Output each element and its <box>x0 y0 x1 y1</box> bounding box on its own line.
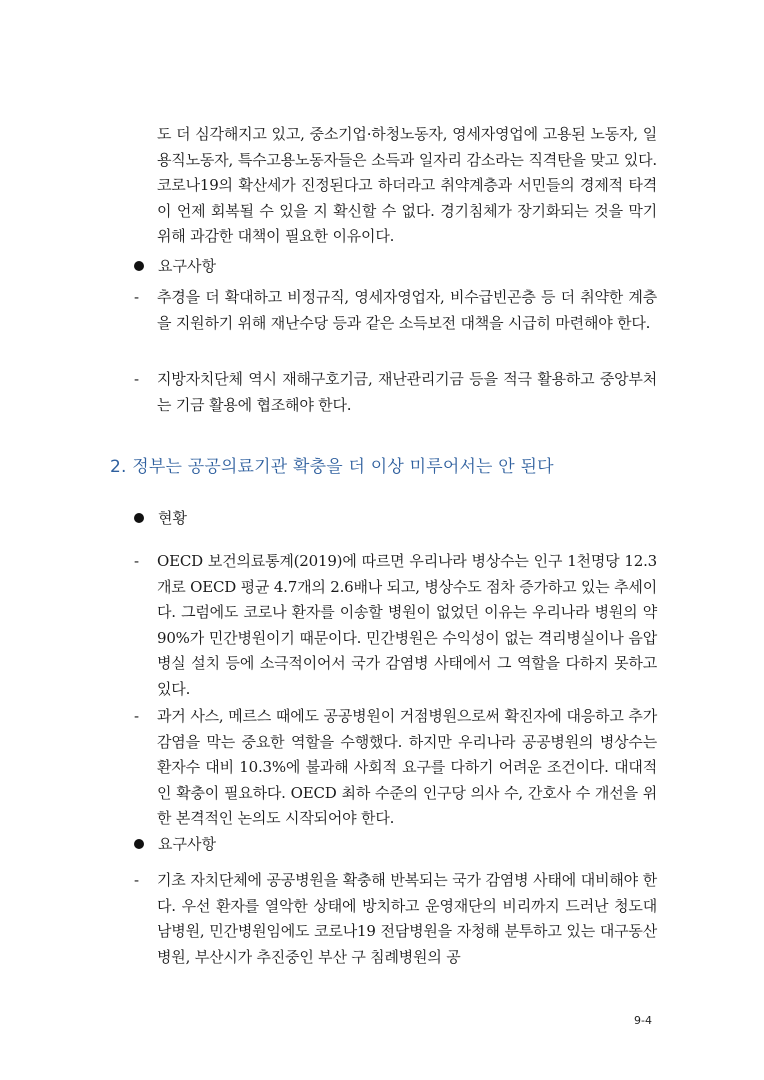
status-item <box>134 549 657 702</box>
intro-paragraph: 도 더 심각해지고 있고, 중소기업·하청노동자, 영세자영업에 고용된 노동자, 일용직노동자, 특수고용노동자들은 소득과 일자리 감소라는 직격탄을 맞고 있다. 코로나19의 확산세가 진정된다고 하더라고 취약계층과 서민들의 경제적 타격이 언제 회복될 수 있을 지 확신할 수 없다. 경기침체가 장기화되는 것을 막기 위해 과감한 대책이 필요한 이유이다. <box>157 125 657 245</box>
dash-marker: - <box>134 552 139 570</box>
requirement-text: 지방자치단체 역시 재해구호기금, 재난관리기금 등을 적극 활용하고 중앙부처는 기금 활용에 협조해야 한다. <box>157 370 657 414</box>
bullet-icon <box>134 261 144 271</box>
requirement-item <box>134 868 657 970</box>
status-text: 과거 사스, 메르스 때에도 공공병원이 거점병원으로써 확진자에 대응하고 추가 감염을 막는 중요한 역할을 수행했다. 하지만 우리나라 공공병원의 병상수는 환자수 대비 10.3%에 불과해 사회적 요구를 다하기 어려운 조건이다. 대대적인 확충이 필요하다. OECD 최하 수준의 인구당 의사 수, 간호사 수 개선을 위한 본격적인 논의도 시작되어야 한다. <box>157 707 657 827</box>
status-heading-label: 현황 <box>158 509 187 527</box>
page-number: 9-4 <box>634 1014 652 1027</box>
requirement-text: 기초 자치단체에 공공병원을 확충해 반복되는 국가 감염병 사태에 대비해야 한다. 우선 환자를 열악한 상태에 방치하고 운영재단의 비리까지 드러난 청도대남병원, 민간병원임에도 코로나19 전담병원을 자청해 분투하고 있는 대구동산병원, 부산시가 추진중인 부산 구 침례병원의 공 <box>157 871 657 966</box>
requirements-heading-2 <box>134 833 216 855</box>
requirement-text: 추경을 더 확대하고 비정규직, 영세자영업자, 비수급빈곤층 등 더 취약한 계층을 지원하기 위해 재난수당 등과 같은 소득보전 대책을 시급히 마련해야 한다. <box>157 288 657 332</box>
dash-marker: - <box>134 288 139 306</box>
requirement-item <box>134 285 657 336</box>
requirement-item <box>134 367 657 418</box>
section-title: 2. 정부는 공공의료기관 확충을 더 이상 미루어서는 안 된다 <box>110 457 554 477</box>
requirements-heading-1 <box>134 255 216 277</box>
dash-marker: - <box>134 370 139 388</box>
requirements-heading-label: 요구사항 <box>158 835 216 853</box>
status-heading <box>134 507 187 529</box>
status-text: OECD 보건의료통계(2019)에 따르면 우리나라 병상수는 인구 1천명당 12.3개로 OECD 평균 4.7개의 2.6배나 되고, 병상수도 점차 증가하고 있는 추세이다. 그럼에도 코로나 환자를 이송할 병원이 없었던 이유는 우리나라 병원의 약 90%가 민간병원이기 때문이다. 민간병원은 수익성이 없는 격리병실이나 음압병실 설치 등에 소극적이어서 국가 감염병 사태에서 그 역할을 다하지 못하고 있다. <box>157 552 657 698</box>
dash-marker: - <box>134 707 139 725</box>
bullet-icon <box>134 513 144 523</box>
dash-marker: - <box>134 871 139 889</box>
requirements-heading-label: 요구사항 <box>158 257 216 275</box>
bullet-icon <box>134 839 144 849</box>
status-item <box>134 704 657 832</box>
